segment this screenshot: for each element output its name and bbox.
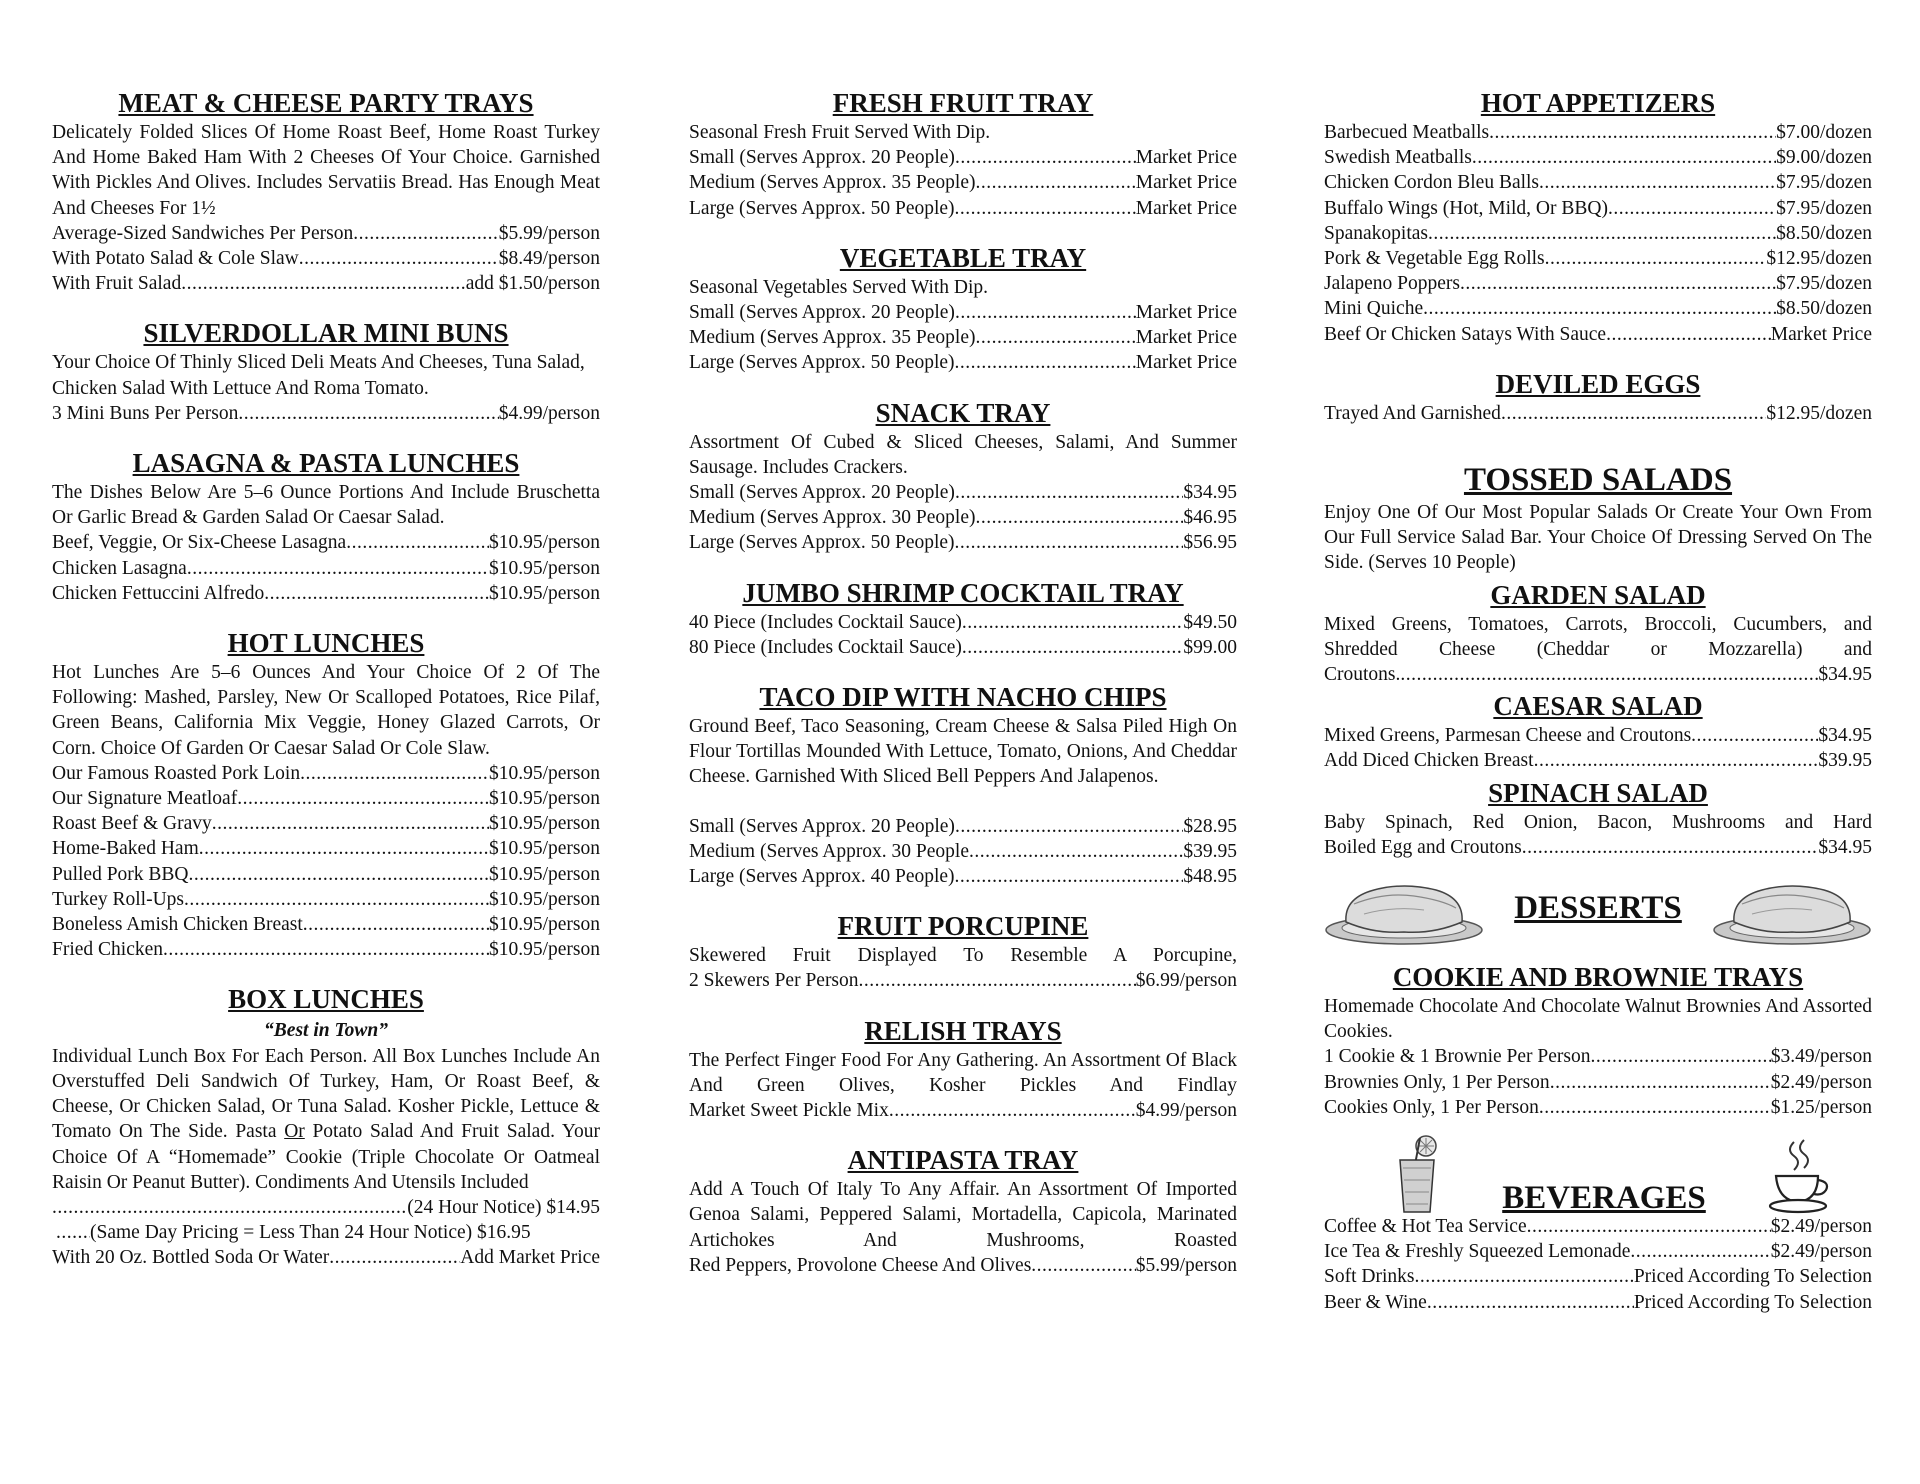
cake-icon: [1712, 870, 1872, 946]
price-row: [52, 786, 600, 811]
item-label: Brownies Only, 1 Per Person: [1324, 1071, 1550, 1093]
item-price: $2.49/person: [1770, 1216, 1872, 1238]
item-price: $39.95: [1818, 750, 1872, 772]
item-price: $10.95/person: [488, 582, 600, 604]
price-row: [1324, 748, 1872, 773]
item-label: Large (Serves Approx. 50 People): [689, 352, 955, 374]
item-price: $34.95: [1818, 725, 1872, 747]
cake-icon: [1324, 870, 1484, 946]
section-lasagna-pasta: [52, 446, 600, 606]
price-row: [1324, 835, 1872, 860]
item-price: $8.50/dozen: [1776, 222, 1872, 244]
item-price: $7.95/dozen: [1776, 197, 1872, 219]
item-price: $48.95: [1183, 866, 1237, 888]
item-price: $10.95/person: [488, 838, 600, 860]
section-description: Seasonal Vegetables Served With Dip.: [689, 276, 989, 298]
item-label: Small (Serves Approx. 20 People): [689, 147, 955, 169]
item-label: Fried Chicken: [52, 939, 164, 961]
price-row: [52, 761, 600, 786]
section-title: DEVILED EGGS: [1495, 368, 1701, 399]
item-price: $7.95/dozen: [1776, 172, 1872, 194]
section-taco-dip: [689, 680, 1237, 889]
price-row: [1324, 322, 1872, 347]
price-row: [1324, 1044, 1872, 1069]
item-price: Market Price: [1135, 197, 1237, 219]
price-row: [1324, 1095, 1872, 1120]
price-row: [52, 271, 600, 296]
item-price: Market Price: [1770, 323, 1872, 345]
item-price: $10.95/person: [488, 914, 600, 936]
item-price: $1.25/person: [1770, 1096, 1872, 1118]
section-description: Assortment Of Cubed & Sliced Cheeses, Salami, And Summer Sausage. Includes Crackers.: [689, 431, 1237, 478]
price-row: [689, 196, 1237, 221]
item-label: Average-Sized Sandwiches Per Person: [52, 222, 354, 244]
item-price: Market Price: [1135, 302, 1237, 324]
section-box-lunches: [52, 982, 600, 1270]
section-title: BEVERAGES: [1502, 1180, 1706, 1217]
price-row: [689, 839, 1237, 864]
price-row: [52, 581, 600, 606]
item-label: Add Diced Chicken Breast: [1324, 750, 1534, 772]
price-row: [1324, 1070, 1872, 1095]
item-label: 2 Skewers Per Person: [689, 970, 859, 992]
item-price: (Same Day Pricing = Less Than 24 Hour Notice) $16.95: [90, 1222, 531, 1244]
item-price: Market Price: [1135, 327, 1237, 349]
item-price: $56.95: [1183, 532, 1237, 554]
price-row: [52, 1220, 600, 1245]
section-description: Baby Spinach, Red Onion, Bacon, Mushrooms and Hard: [1324, 811, 1872, 833]
price-row: [1324, 1264, 1872, 1289]
column-right: [1324, 86, 1872, 1335]
item-label: Trayed And Garnished: [1324, 402, 1501, 424]
section-description: The Perfect Finger Food For Any Gathering. An Assortment Of Black And Green Olives, Kosher Pickles And Findlay: [689, 1049, 1237, 1096]
item-price: $5.99/person: [498, 222, 600, 244]
item-price: $4.99/person: [498, 402, 600, 424]
price-row: [52, 836, 600, 861]
price-row: [689, 145, 1237, 170]
item-label: Beef Or Chicken Satays With Sauce: [1324, 323, 1607, 345]
price-row: [689, 505, 1237, 530]
section-description: Enjoy One Of Our Most Popular Salads Or Create Your Own From Our Full Service Salad Bar. Your Choice Of Dressing Served On The Side. (Serves 10 People): [1324, 502, 1872, 574]
item-price: $39.95: [1183, 840, 1237, 862]
price-row: [1324, 221, 1872, 246]
item-price: $2.49/person: [1770, 1071, 1872, 1093]
item-label: Chicken Fettuccini Alfredo: [52, 582, 265, 604]
item-label: 1 Cookie & 1 Brownie Per Person: [1324, 1046, 1591, 1068]
item-label: Our Signature Meatloaf: [52, 788, 238, 810]
item-price: $10.95/person: [488, 813, 600, 835]
price-row: [52, 811, 600, 836]
price-row: [52, 887, 600, 912]
section-title: JUMBO SHRIMP COCKTAIL TRAY: [742, 577, 1184, 608]
item-label: Chicken Cordon Bleu Balls: [1324, 172, 1540, 194]
item-label: With Fruit Salad: [52, 273, 182, 295]
section-spinach-salad: [1324, 776, 1872, 860]
price-row: [52, 401, 600, 426]
item-price: $3.49/person: [1770, 1046, 1872, 1068]
section-title: FRUIT PORCUPINE: [837, 911, 1089, 942]
item-price: Market Price: [1135, 147, 1237, 169]
section-description: Homemade Chocolate And Chocolate Walnut Brownies And Assorted Cookies.: [1324, 996, 1872, 1043]
price-row: [52, 1245, 600, 1270]
section-beverages: [1324, 1134, 1872, 1315]
item-label: Large (Serves Approx. 50 People): [689, 197, 955, 219]
price-row: [689, 530, 1237, 555]
item-label: With Potato Salad & Cole Slaw: [52, 248, 299, 270]
item-price: $10.95/person: [488, 532, 600, 554]
item-label: Large (Serves Approx. 50 People): [689, 532, 955, 554]
item-label: Red Peppers, Provolone Cheese And Olives: [689, 1254, 1032, 1276]
desserts-banner: [1324, 870, 1872, 946]
section-title: TACO DIP WITH NACHO CHIPS: [759, 682, 1167, 713]
item-price: $10.95/person: [488, 863, 600, 885]
item-price: $28.95: [1183, 815, 1237, 837]
coffee-cup-icon: [1768, 1138, 1832, 1214]
section-title: CAESAR SALAD: [1493, 691, 1703, 722]
item-price: $10.95/person: [488, 788, 600, 810]
section-title: TOSSED SALADS: [1463, 462, 1733, 499]
item-label: Spanakopitas: [1324, 222, 1428, 244]
item-price: $46.95: [1183, 507, 1237, 529]
item-label: Cookies Only, 1 Per Person: [1324, 1096, 1539, 1118]
item-label: Turkey Roll-Ups: [52, 888, 185, 910]
section-title: GARDEN SALAD: [1490, 579, 1706, 610]
item-price: $6.99/person: [1135, 970, 1237, 992]
section-tagline: “Best in Town”: [264, 1020, 388, 1042]
price-row: [1324, 662, 1872, 687]
price-row: [689, 350, 1237, 375]
section-title: ANTIPASTA TRAY: [847, 1145, 1079, 1176]
section-description: Ground Beef, Taco Seasoning, Cream Cheese & Salsa Piled High On Flour Tortillas Mounded With Lettuce, Tomato, Onions, And Cheddar Cheese. Garnished With Sliced Bell Peppers And Jalapenos.: [689, 716, 1237, 788]
item-label: Home-Baked Ham: [52, 838, 199, 860]
section-shrimp-tray: [689, 576, 1237, 660]
item-price: $10.95/person: [488, 762, 600, 784]
price-row: [689, 864, 1237, 889]
price-row: [689, 325, 1237, 350]
item-label: Mini Quiche: [1324, 298, 1424, 320]
item-price: add $1.50/person: [465, 273, 600, 295]
price-row: [689, 1098, 1237, 1123]
section-title: SILVERDOLLAR MINI BUNS: [143, 318, 509, 349]
section-title: MEAT & CHEESE PARTY TRAYS: [118, 88, 534, 118]
item-price: $7.95/dozen: [1776, 273, 1872, 295]
section-title: SPINACH SALAD: [1488, 777, 1708, 808]
price-row: [1324, 145, 1872, 170]
section-hot-lunches: [52, 626, 600, 962]
item-price: $2.49/person: [1770, 1241, 1872, 1263]
section-deviled-eggs: [1324, 367, 1872, 426]
item-label: Medium (Serves Approx. 35 People): [689, 172, 976, 194]
item-price: $10.95/person: [488, 888, 600, 910]
column-middle: [689, 86, 1237, 1298]
item-label: Buffalo Wings (Hot, Mild, Or BBQ): [1324, 197, 1608, 219]
item-price: Priced According To Selection: [1633, 1266, 1872, 1288]
section-caesar-salad: [1324, 689, 1872, 773]
item-price: $7.00/dozen: [1776, 122, 1872, 143]
price-row: [52, 221, 600, 246]
item-label: Medium (Serves Approx. 30 People): [689, 507, 976, 529]
item-price: $12.95/dozen: [1766, 248, 1872, 270]
section-mini-buns: [52, 316, 600, 426]
section-description: Individual Lunch Box For Each Person. All Box Lunches Include An Overstuffed Deli Sandwich Of Turkey, Ham, Or Roast Beef, & Cheese, Or Chicken Salad, Or Tuna Salad. Kosher Pickle, Lettuce & Tomato On The Side. Pasta Or Potato Salad And Fruit Salad. Your Choice Of A “Homemade” Cookie (Triple Chocolate Or Oatmeal Raisin Or Peanut Butter). Condiments And Utensils Included: [52, 1045, 601, 1193]
section-title: RELISH TRAYS: [864, 1015, 1062, 1046]
item-label: Beer & Wine: [1324, 1291, 1427, 1313]
price-row: [52, 556, 600, 581]
item-price: $10.95/person: [488, 939, 600, 961]
item-price: $49.50: [1183, 611, 1237, 633]
item-label: Mixed Greens, Parmesan Cheese and Croutons: [1324, 725, 1692, 747]
price-row: [689, 635, 1237, 660]
item-price: $9.00/dozen: [1776, 147, 1872, 169]
item-label: Pork & Vegetable Egg Rolls: [1324, 248, 1545, 270]
section-title: DESSERTS: [1514, 890, 1682, 927]
section-description: Mixed Greens, Tomatoes, Carrots, Broccoli, Cucumbers, and Shredded Cheese (Cheddar or Mozzarella) and: [1324, 613, 1872, 660]
price-row: [1324, 246, 1872, 271]
price-row: [1324, 271, 1872, 296]
section-title: HOT APPETIZERS: [1480, 88, 1716, 118]
item-price: $12.95/dozen: [1766, 402, 1872, 424]
section-title: LASAGNA & PASTA LUNCHES: [132, 448, 520, 479]
item-price: $5.99/person: [1135, 1254, 1237, 1276]
price-row: [689, 1253, 1237, 1278]
price-row: [1324, 1214, 1872, 1239]
item-label: 40 Piece (Includes Cocktail Sauce): [689, 611, 962, 633]
section-title: HOT LUNCHES: [227, 628, 425, 659]
item-price: $10.95/person: [488, 557, 600, 579]
item-price: (24 Hour Notice) $14.95: [407, 1196, 600, 1218]
section-vegetable-tray: [689, 241, 1237, 376]
section-description: Skewered Fruit Displayed To Resemble A Porcupine,: [689, 945, 1237, 967]
price-row: [1324, 723, 1872, 748]
section-title: VEGETABLE TRAY: [839, 242, 1087, 273]
price-row: [52, 530, 600, 555]
price-row: [1324, 1239, 1872, 1264]
item-label: 3 Mini Buns Per Person: [52, 402, 239, 424]
item-label: 80 Piece (Includes Cocktail Sauce): [689, 636, 962, 658]
section-fresh-fruit-tray: [689, 86, 1237, 221]
section-garden-salad: [1324, 578, 1872, 688]
iced-drink-icon: [1394, 1134, 1440, 1214]
price-row: [689, 480, 1237, 505]
section-title: SNACK TRAY: [875, 397, 1051, 428]
item-label: Swedish Meatballs: [1324, 147, 1472, 169]
section-cookie-brownie-trays: [1324, 960, 1872, 1120]
item-price: $8.49/person: [498, 248, 600, 270]
section-antipasta-tray: [689, 1143, 1237, 1278]
price-row: [1324, 120, 1872, 145]
section-description: Seasonal Fresh Fruit Served With Dip.: [689, 122, 991, 143]
section-tossed-salads: [1324, 460, 1872, 576]
price-row: [1324, 1290, 1872, 1315]
beverages-banner: [1324, 1134, 1872, 1217]
price-row: [689, 814, 1237, 839]
column-left: [52, 86, 600, 1291]
section-fruit-porcupine: [689, 909, 1237, 993]
price-row: [1324, 170, 1872, 195]
price-row: [689, 300, 1237, 325]
item-label: Boiled Egg and Croutons: [1324, 836, 1522, 858]
item-price: $34.95: [1818, 836, 1872, 858]
item-label: Chicken Lasagna: [52, 557, 187, 579]
item-price: Priced According To Selection: [1633, 1291, 1872, 1313]
price-row: [1324, 401, 1872, 426]
item-label: Beef, Veggie, Or Six-Cheese Lasagna: [52, 532, 347, 554]
price-row: [1324, 296, 1872, 321]
price-row: [52, 862, 600, 887]
item-price: $8.50/dozen: [1776, 298, 1872, 320]
section-description: Hot Lunches Are 5–6 Ounces And Your Choice Of 2 Of The Following: Mashed, Parsley, New Or Scalloped Potatoes, Rice Pilaf, Green Beans, California Mix Veggie, Honey Glazed Carrots, Or Corn. Choice Of Garden Or Caesar Salad Or Cole Slaw.: [52, 662, 600, 759]
price-row: [689, 968, 1237, 993]
item-price: Add Market Price: [460, 1247, 600, 1269]
section-description: Delicately Folded Slices Of Home Roast Beef, Home Roast Turkey And Home Baked Ham With 2 Cheeses Of Your Choice. Garnished With Pickles And Olives. Includes Servatiis Bread. Has Enough Meat And Cheeses For 1½: [52, 122, 600, 219]
section-snack-tray: [689, 396, 1237, 556]
item-label: With 20 Oz. Bottled Soda Or Water: [52, 1247, 330, 1269]
item-label: Jalapeno Poppers: [1324, 273, 1460, 295]
item-label: Ice Tea & Freshly Squeezed Lemonade: [1324, 1241, 1631, 1263]
item-label: Roast Beef & Gravy: [52, 813, 212, 835]
section-title: COOKIE AND BROWNIE TRAYS: [1392, 962, 1804, 993]
item-label: Croutons.: [1324, 664, 1401, 686]
section-description: Add A Touch Of Italy To Any Affair. An Assortment Of Imported Genoa Salami, Peppered Salami, Mortadella, Capicola, Marinated Artichokes And Mushrooms, Roasted: [689, 1179, 1237, 1251]
section-title: FRESH FRUIT TRAY: [832, 88, 1094, 118]
price-row: [52, 937, 600, 962]
section-description: The Dishes Below Are 5–6 Ounce Portions And Include Bruschetta Or Garlic Bread & Garden Salad Or Caesar Salad.: [52, 482, 600, 529]
item-label: Market Sweet Pickle Mix: [689, 1100, 889, 1122]
price-row: [52, 246, 600, 271]
item-label: Pulled Pork BBQ: [52, 863, 189, 885]
price-row: [689, 610, 1237, 635]
price-row: [1324, 196, 1872, 221]
item-price: $34.95: [1818, 664, 1872, 686]
price-row: [52, 1195, 600, 1220]
item-price: $99.00: [1183, 636, 1237, 658]
item-price: $4.99/person: [1135, 1100, 1237, 1122]
item-price: $34.95: [1183, 482, 1237, 504]
item-label: Small (Serves Approx. 20 People): [689, 302, 955, 324]
item-label: Boneless Amish Chicken Breast: [52, 914, 303, 936]
item-label: Our Famous Roasted Pork Loin: [52, 762, 301, 784]
price-row: [52, 912, 600, 937]
section-title: BOX LUNCHES: [228, 984, 424, 1015]
item-price: Market Price: [1135, 172, 1237, 194]
section-description: Your Choice Of Thinly Sliced Deli Meats And Cheeses, Tuna Salad, Chicken Salad With Lettuce And Roma Tomato.: [52, 352, 585, 399]
item-label: Coffee & Hot Tea Service: [1324, 1216, 1527, 1238]
section-relish-trays: [689, 1014, 1237, 1124]
item-label: Large (Serves Approx. 40 People): [689, 866, 955, 888]
section-hot-appetizers: [1324, 86, 1872, 347]
item-label: Barbecued Meatballs: [1324, 122, 1490, 143]
item-price: Market Price: [1135, 352, 1237, 374]
item-label: Small (Serves Approx. 20 People): [689, 482, 955, 504]
price-row: [689, 170, 1237, 195]
item-label: Medium (Serves Approx. 30 People: [689, 840, 970, 862]
item-label: Medium (Serves Approx. 35 People): [689, 327, 976, 349]
section-meat-cheese-trays: [52, 86, 600, 296]
item-label: Small (Serves Approx. 20 People): [689, 815, 955, 837]
item-label: Soft Drinks: [1324, 1266, 1415, 1288]
